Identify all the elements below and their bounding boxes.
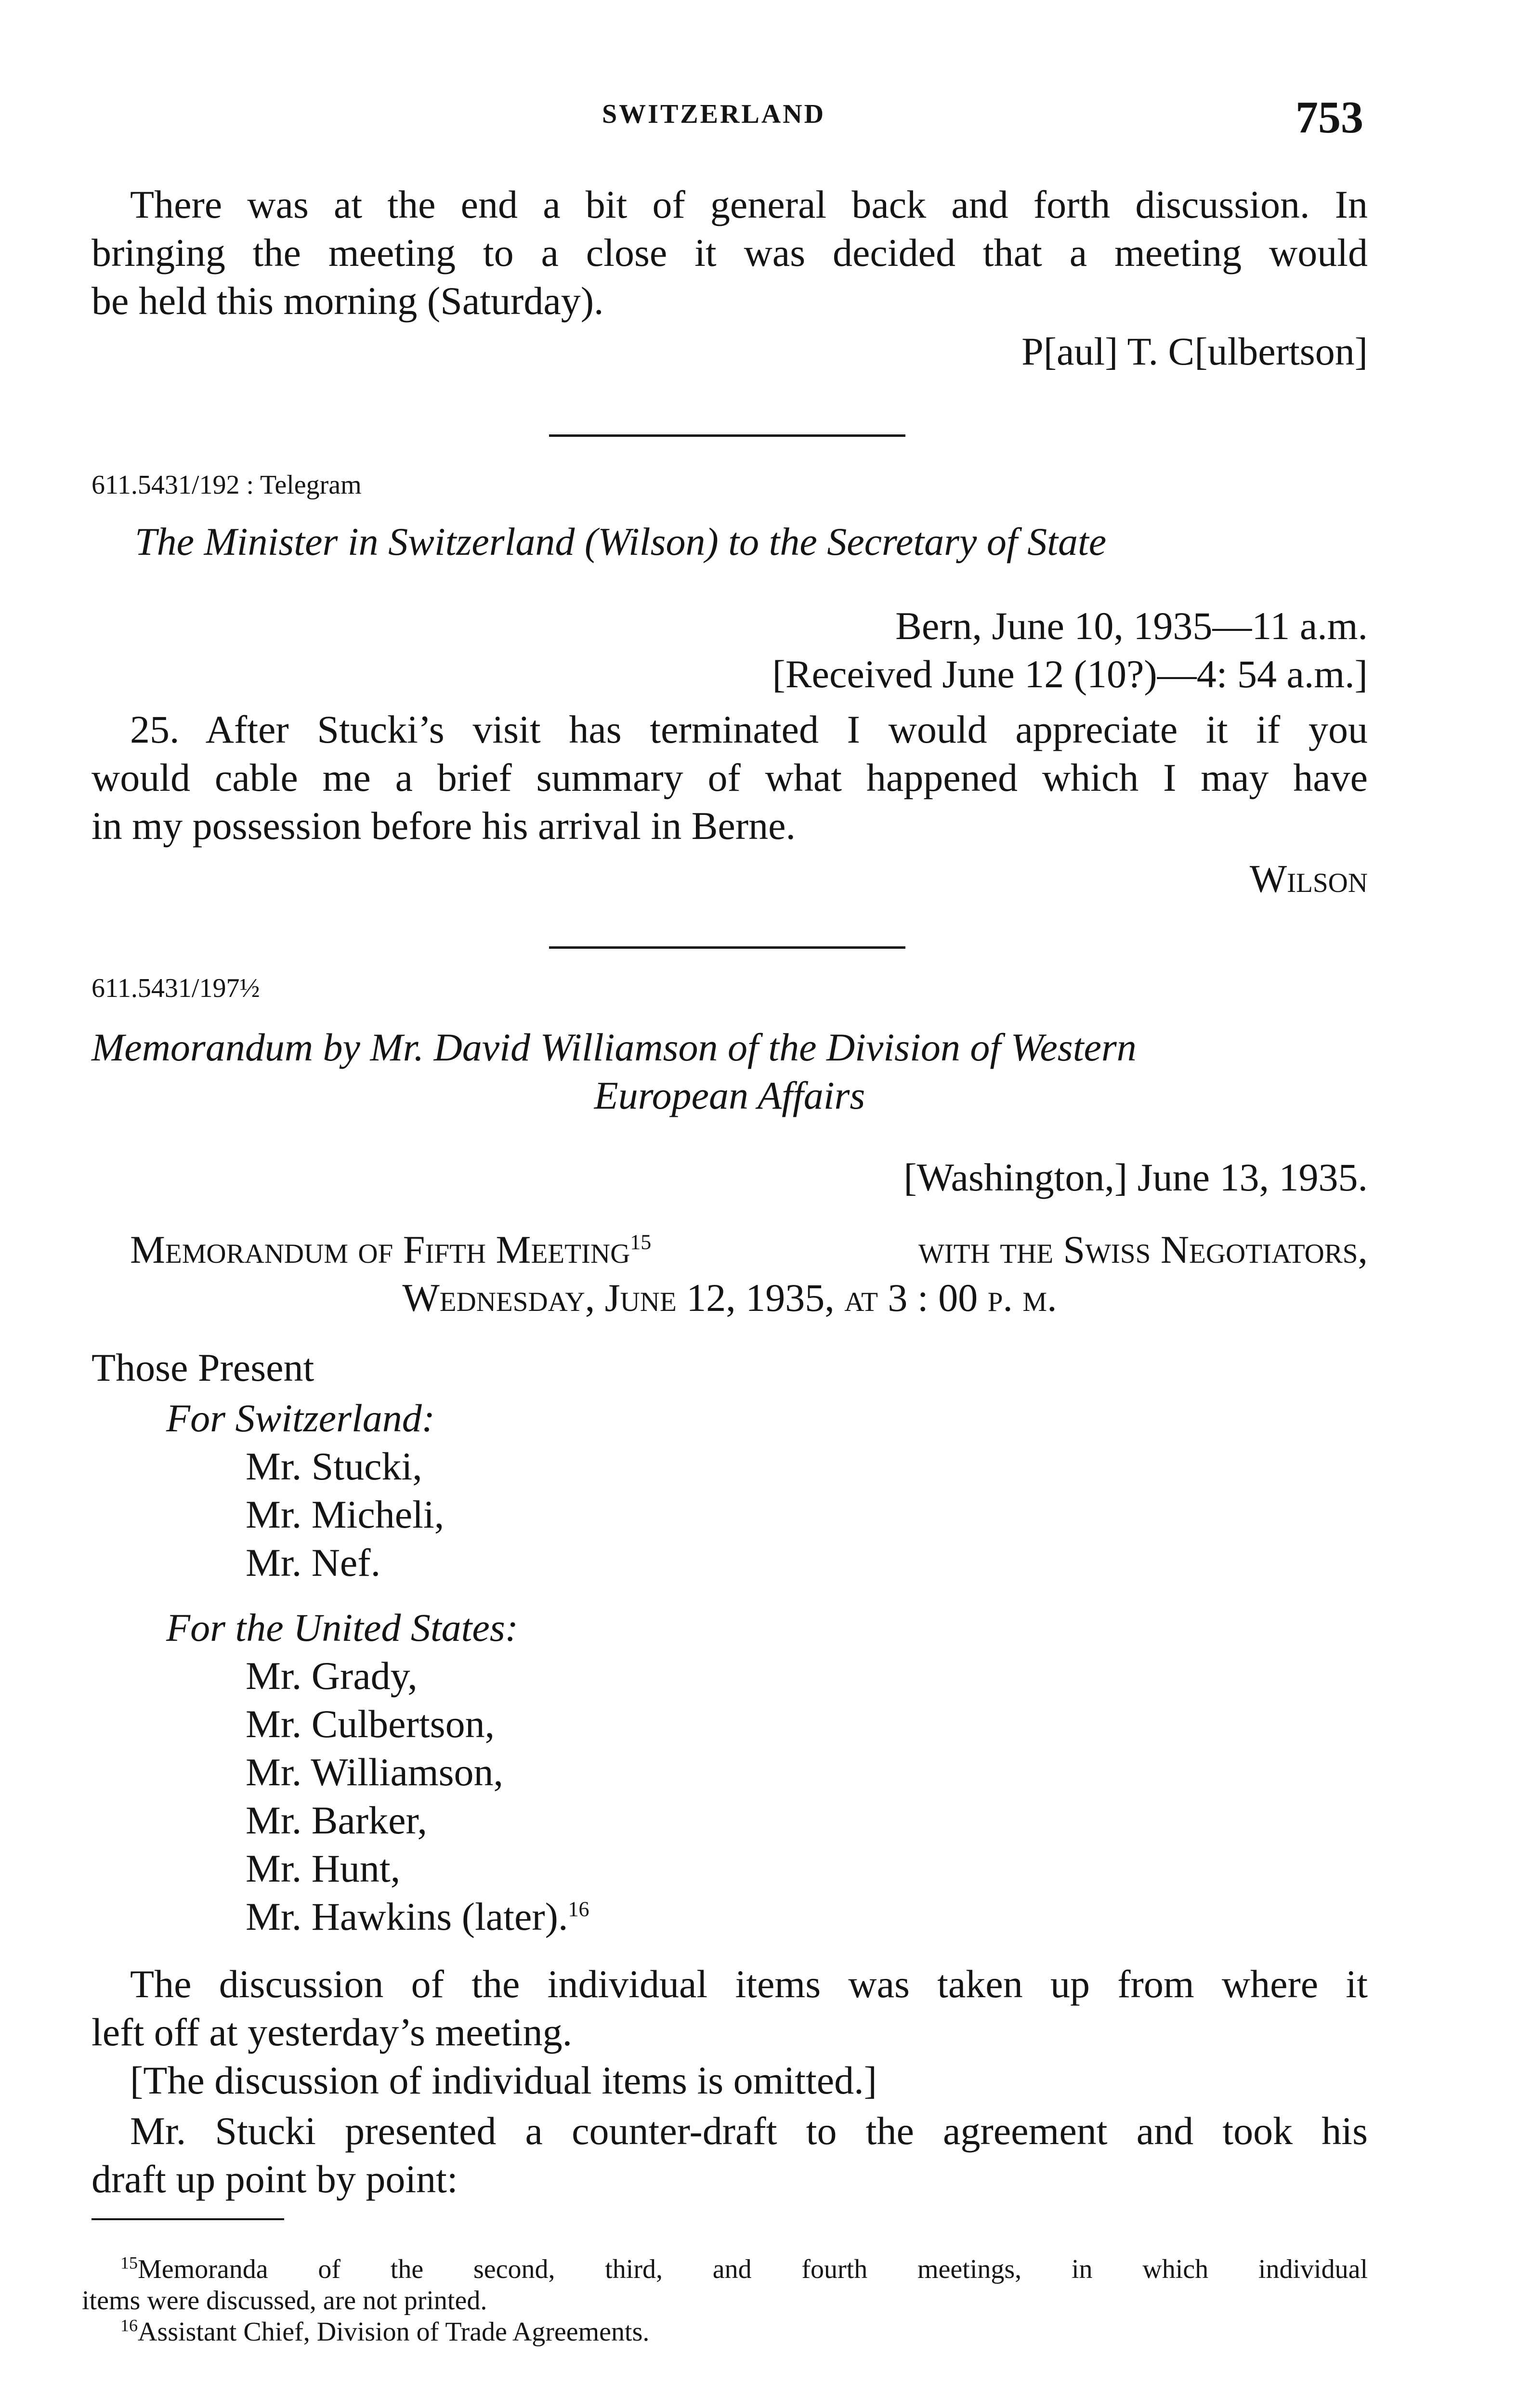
document-heading: Memorandum by Mr. David Williamson of the Division of Western xyxy=(92,1025,1137,1069)
memo-title-text: Memorandum of Fifth Meeting xyxy=(130,1228,630,1271)
page-number: 753 xyxy=(1296,92,1363,143)
para-line: left off at yesterday’s meeting. xyxy=(92,2010,573,2054)
us-label: For the United States: xyxy=(166,1606,519,1649)
signature: Wilson xyxy=(1249,857,1368,901)
footnote-15-cont: items were discussed, are not printed. xyxy=(82,2286,487,2316)
attendee: Mr. Williamson, xyxy=(246,1750,504,1794)
attendee: Mr. Nef. xyxy=(246,1541,381,1584)
attendee: Mr. Grady, xyxy=(246,1654,418,1698)
document-heading: The Minister in Switzerland (Wilson) to the Secretary of State xyxy=(135,520,1107,563)
para-line: in my possession before his arrival in Berne. xyxy=(92,804,796,848)
attendee: Mr. Culbertson, xyxy=(246,1702,495,1746)
footnote-divider xyxy=(92,2218,284,2220)
footnote-text: Assistant Chief, Division of Trade Agreements. xyxy=(138,2317,650,2347)
footnote-16 xyxy=(120,2316,649,2347)
footnote-mark: 15 xyxy=(120,2253,138,2273)
memo-title-line2: Wednesday, June 12, 1935, at 3 : 00 p. m. xyxy=(402,1276,1057,1320)
para-line: There was at the end a bit of general back and forth discussion. In xyxy=(130,183,1368,226)
present-label: Those Present xyxy=(92,1346,314,1389)
dateline: [Washington,] June 13, 1935. xyxy=(903,1155,1368,1199)
dateline: Bern, June 10, 1935—11 a.m. xyxy=(895,604,1368,648)
document-heading-line2: European Affairs xyxy=(594,1073,865,1117)
section-divider xyxy=(549,434,905,437)
attendee: Mr. Micheli, xyxy=(246,1492,445,1536)
para-line: 25. After Stucki’s visit has terminated I would appreciate it if you xyxy=(130,707,1368,751)
footnote-mark: 16 xyxy=(120,2316,138,2335)
para-line: [The discussion of individual items is omitted.] xyxy=(130,2058,877,2102)
attendee-text: Mr. Hawkins (later). xyxy=(246,1895,568,1938)
footnote-ref: 15 xyxy=(630,1230,652,1254)
memo-title-line1 xyxy=(130,1226,1368,1274)
running-title: SWITZERLAND xyxy=(602,99,826,129)
section-divider xyxy=(549,946,905,949)
para-line: be held this morning (Saturday). xyxy=(92,279,604,323)
attendee: Mr. Barker, xyxy=(246,1798,428,1842)
file-reference: 611.5431/192 : Telegram xyxy=(92,470,362,500)
footnote-ref: 16 xyxy=(568,1897,589,1921)
swiss-label: For Switzerland: xyxy=(166,1396,435,1440)
para-line: draft up point by point: xyxy=(92,2157,458,2201)
para-line: would cable me a brief summary of what happened which I may have xyxy=(92,756,1368,799)
para-line: bringing the meeting to a close it was decided that a meeting would xyxy=(92,231,1368,275)
para-line: The discussion of the individual items was taken up from where it xyxy=(130,1962,1368,2006)
footnote-text: Memoranda of the second, third, and fourth meetings, in which individual xyxy=(138,2254,1368,2284)
attendee: Mr. Stucki, xyxy=(246,1444,422,1488)
attendee: Mr. Hunt, xyxy=(246,1846,401,1890)
memo-title-text: with the Swiss Negotiators, xyxy=(918,1228,1368,1271)
attendee xyxy=(246,1893,589,1941)
para-line: Mr. Stucki presented a counter-draft to the agreement and took his xyxy=(130,2109,1368,2153)
footnote-15 xyxy=(120,2254,1368,2285)
file-reference: 611.5431/197½ xyxy=(92,973,260,1003)
received-note: [Received June 12 (10?)—4: 54 a.m.] xyxy=(772,652,1368,696)
signature: P[aul] T. C[ulbertson] xyxy=(1021,329,1368,373)
